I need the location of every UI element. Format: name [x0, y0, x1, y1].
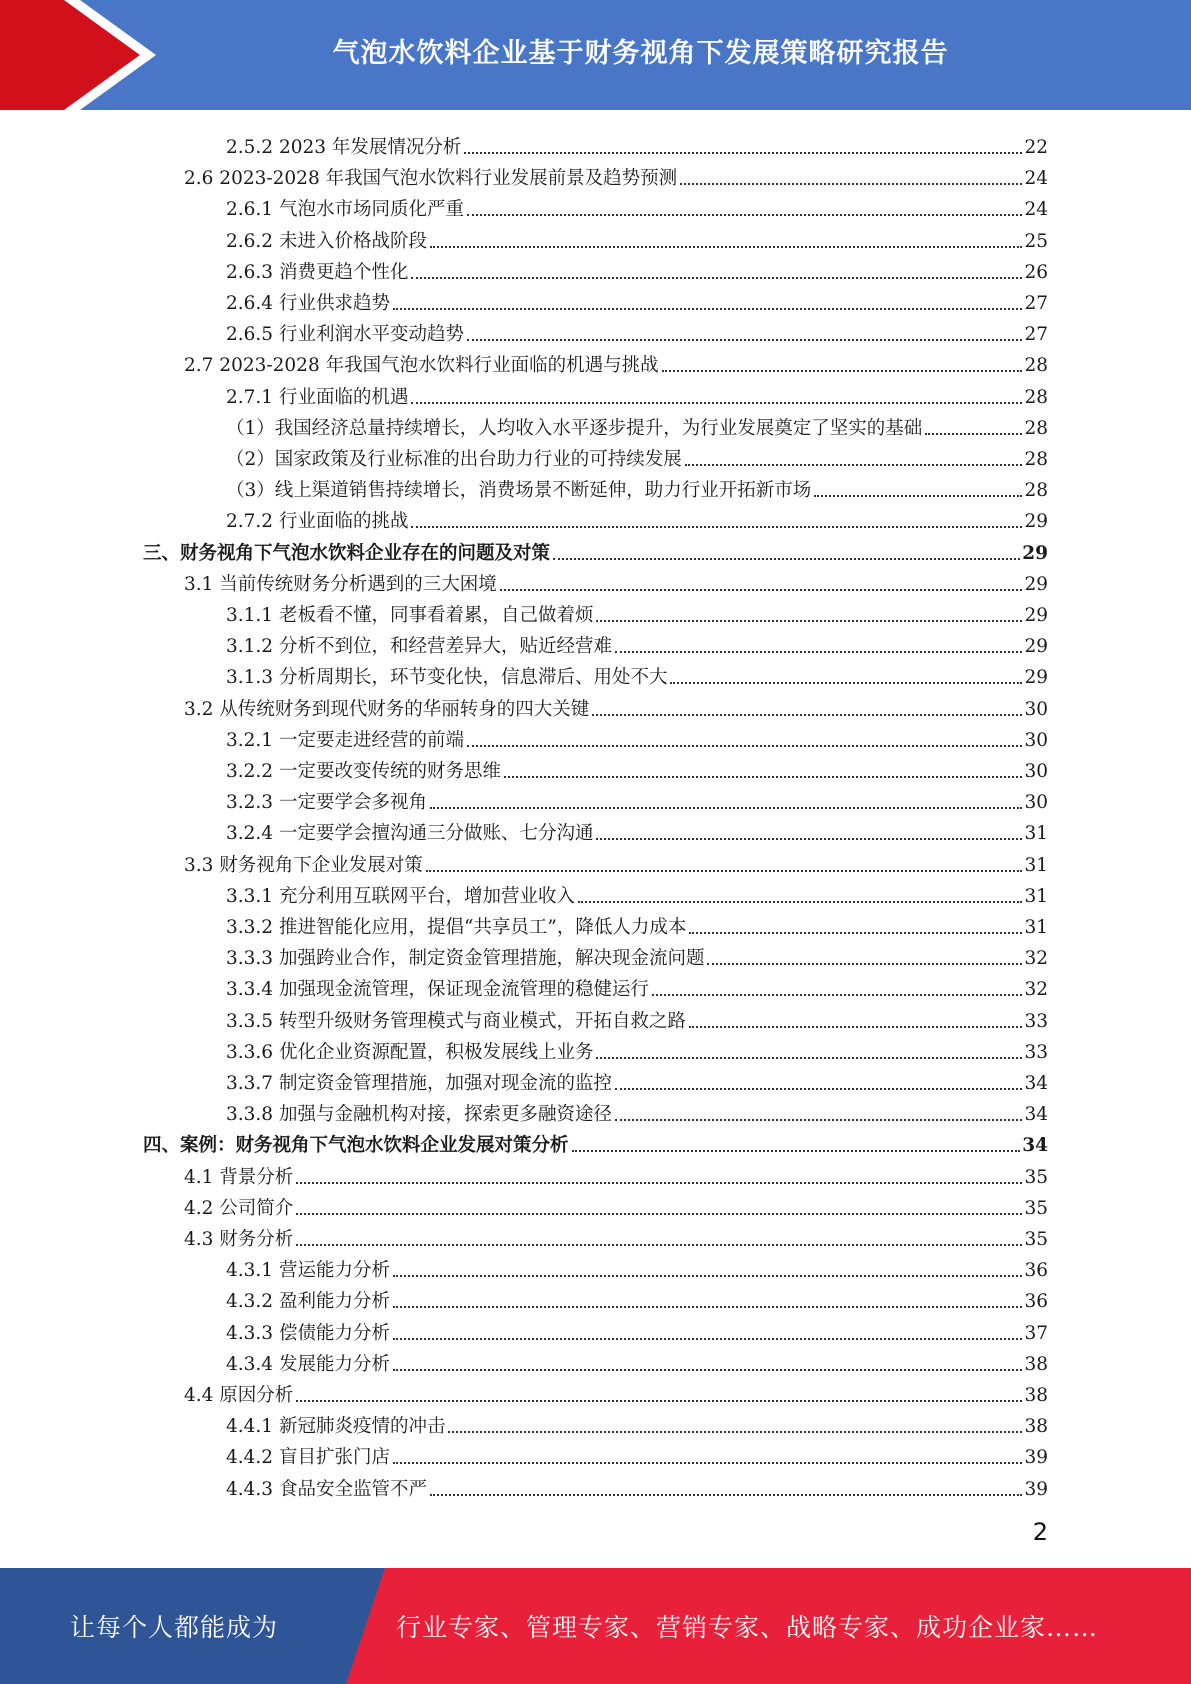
- toc-entry-page: 35: [1024, 1229, 1048, 1250]
- toc-entry[interactable]: [226, 1251, 1048, 1282]
- toc-entry[interactable]: [226, 1033, 1048, 1064]
- toc-entry[interactable]: [226, 596, 1048, 627]
- toc-entry-label: 四、案例：财务视角下气泡水饮料企业发展对策分析: [143, 1135, 569, 1157]
- toc-dot-leader: [393, 1369, 1022, 1371]
- toc-dot-leader: [296, 1182, 1022, 1184]
- toc-entry-page: 39: [1024, 1447, 1048, 1469]
- toc-dot-leader: [296, 1400, 1022, 1402]
- toc-entry-label: 3.1.1 老板看不懂，同事看着累，自己做着烦: [226, 605, 594, 626]
- toc-entry-page: 24: [1024, 168, 1048, 190]
- toc-entry-page: 24: [1024, 199, 1048, 221]
- toc-entry-page: 30: [1024, 761, 1048, 782]
- toc-entry[interactable]: [226, 1002, 1048, 1033]
- toc-dot-leader: [393, 1462, 1022, 1464]
- toc-entry[interactable]: [184, 1376, 1048, 1407]
- toc-entry-page: 38: [1024, 1353, 1048, 1375]
- toc-dot-leader: [393, 1275, 1022, 1277]
- toc-entry[interactable]: [226, 877, 1048, 908]
- toc-entry[interactable]: [226, 1064, 1048, 1095]
- toc-entry-page: 31: [1024, 885, 1048, 907]
- toc-dot-leader: [393, 308, 1022, 310]
- toc-dot-leader: [814, 495, 1022, 497]
- toc-entry[interactable]: [226, 814, 1048, 845]
- footer-slogan-right: 行业专家、管理专家、营销专家、战略专家、成功企业家……: [396, 1613, 1099, 1642]
- toc-entry-label: 4.4.3 食品安全监管不严: [226, 1478, 427, 1500]
- toc-entry-label: 4.4 原因分析: [184, 1385, 294, 1406]
- toc-entry-label: 3.2.1 一定要走进经营的前端: [226, 729, 464, 751]
- toc-entry[interactable]: [226, 939, 1048, 970]
- toc-entry-label: 4.1 背景分析: [184, 1166, 294, 1188]
- toc-entry-label: 3.1.2 分析不到位，和经营差异大，贴近经营难: [226, 636, 612, 658]
- toc-entry[interactable]: [226, 128, 1048, 159]
- toc-entry-page: 22: [1024, 137, 1048, 158]
- toc-entry[interactable]: [143, 534, 1048, 565]
- toc-entry-page: 31: [1024, 917, 1048, 938]
- toc-dot-leader: [572, 1150, 1021, 1152]
- toc-entry-page: 28: [1024, 386, 1048, 408]
- toc-dot-leader: [464, 152, 1022, 154]
- toc-dot-leader: [553, 558, 1020, 560]
- toc-dot-leader: [592, 714, 1022, 716]
- toc-entry-page: 29: [1024, 511, 1048, 533]
- toc-entry-label: 4.3.2 盈利能力分析: [226, 1291, 390, 1313]
- toc-dot-leader: [662, 370, 1023, 372]
- toc-entry[interactable]: [226, 222, 1048, 253]
- toc-entry-page: 28: [1024, 449, 1048, 470]
- toc-entry[interactable]: [184, 1220, 1048, 1251]
- toc-entry-label: 2.6 2023-2028 年我国气泡水饮料行业发展前景及趋势预测: [184, 168, 678, 190]
- toc-entry-label: 2.7.2 行业面临的挑战: [226, 511, 409, 533]
- toc-entry-label: 4.2 公司简介: [184, 1197, 294, 1219]
- toc-entry-page: 30: [1024, 792, 1048, 814]
- toc-entry-page: 29: [1024, 605, 1048, 626]
- toc-entry-page: 29: [1022, 542, 1048, 564]
- toc-dot-leader: [670, 682, 1022, 684]
- toc-entry[interactable]: [226, 1438, 1048, 1469]
- toc-entry-label: 3.3.7 制定资金管理措施，加强对现金流的监控: [226, 1073, 612, 1094]
- toc-dot-leader: [685, 464, 1023, 466]
- toc-entry[interactable]: [184, 346, 1048, 377]
- toc-entry[interactable]: [226, 440, 1048, 471]
- toc-entry-label: 2.6.1 气泡水市场同质化严重: [226, 199, 464, 221]
- toc-entry-page: 33: [1024, 1041, 1048, 1063]
- toc-entry[interactable]: [226, 253, 1048, 284]
- toc-entry-label: 3.1.3 分析周期长，环节变化快，信息滞后、用处不大: [226, 667, 668, 689]
- toc-entry[interactable]: [226, 1407, 1048, 1438]
- toc-entry-label: （2）国家政策及行业标准的出台助力行业的可持续发展: [226, 449, 682, 470]
- toc-entry-page: 34: [1024, 1073, 1048, 1094]
- toc-dot-leader: [925, 433, 1022, 435]
- toc-entry[interactable]: [226, 378, 1048, 409]
- toc-entry[interactable]: [184, 690, 1048, 721]
- toc-dot-leader: [578, 901, 1022, 903]
- toc-entry-page: 36: [1024, 1260, 1048, 1282]
- toc-entry-label: 2.5.2 2023 年发展情况分析: [226, 137, 462, 158]
- toc-entry[interactable]: [184, 565, 1048, 596]
- toc-dot-leader: [411, 402, 1022, 404]
- toc-entry[interactable]: [226, 1282, 1048, 1313]
- toc-entry-page: 27: [1024, 293, 1048, 314]
- toc-entry-page: 29: [1024, 667, 1048, 689]
- toc-entry-label: 4.4.2 盲目扩张门店: [226, 1447, 390, 1469]
- toc-entry-page: 28: [1024, 417, 1048, 439]
- toc-dot-leader: [500, 589, 1023, 591]
- footer-slogan-left: 让每个人都能成为: [69, 1613, 278, 1642]
- toc-entry-label: （1）我国经济总量持续增长，人均收入水平逐步提升，为行业发展奠定了坚实的基础: [226, 417, 923, 439]
- toc-dot-leader: [430, 246, 1022, 248]
- toc-entry-page: 31: [1024, 854, 1048, 876]
- toc-entry[interactable]: [226, 783, 1048, 814]
- toc-entry-label: 3.3.1 充分利用互联网平台，增加营业收入: [226, 885, 575, 907]
- toc-entry-label: 3.3 财务视角下企业发展对策: [184, 854, 423, 876]
- toc-entry-label: 3.2.4 一定要学会擅沟通三分做账、七分沟通: [226, 823, 594, 845]
- toc-entry-label: 4.3 财务分析: [184, 1229, 294, 1250]
- toc-entry-label: 4.4.1 新冠肺炎疫情的冲击: [226, 1416, 446, 1438]
- toc-entry-label: 4.3.1 营运能力分析: [226, 1260, 390, 1282]
- toc-dot-leader: [596, 1057, 1022, 1059]
- toc-entry-page: 35: [1024, 1166, 1048, 1188]
- toc-dot-leader: [467, 214, 1022, 216]
- toc-entry[interactable]: [184, 159, 1048, 190]
- toc-dot-leader: [393, 1306, 1022, 1308]
- toc-entry-label: 3.2 从传统财务到现代财务的华丽转身的四大关键: [184, 698, 590, 720]
- toc-dot-leader: [615, 1119, 1022, 1121]
- toc-entry[interactable]: [226, 190, 1048, 221]
- toc-dot-leader: [615, 651, 1022, 653]
- toc-entry-page: 34: [1024, 1104, 1048, 1126]
- toc-entry[interactable]: [184, 846, 1048, 877]
- toc-entry[interactable]: [184, 1158, 1048, 1189]
- toc-entry-page: 39: [1024, 1478, 1048, 1500]
- toc-dot-leader: [615, 1088, 1022, 1090]
- toc-entry-page: 25: [1024, 230, 1048, 252]
- toc-entry-label: 3.2.2 一定要改变传统的财务思维: [226, 761, 501, 782]
- toc-dot-leader: [296, 1213, 1022, 1215]
- toc-entry-label: 4.3.3 偿债能力分析: [226, 1322, 390, 1344]
- toc-dot-leader: [680, 183, 1022, 185]
- toc-entry-page: 38: [1024, 1416, 1048, 1438]
- toc-entry-page: 30: [1024, 729, 1048, 751]
- toc-dot-leader: [393, 1338, 1022, 1340]
- toc-entry-label: 3.1 当前传统财务分析遇到的三大困境: [184, 573, 497, 595]
- toc-entry-page: 37: [1024, 1322, 1048, 1344]
- toc-entry-label: 3.3.2 推进智能化应用，提倡“共享员工”，降低人力成本: [226, 917, 687, 938]
- toc-entry-page: 26: [1024, 261, 1048, 283]
- toc-entry[interactable]: [226, 1095, 1048, 1126]
- toc-entry-page: 36: [1024, 1291, 1048, 1313]
- toc-entry[interactable]: [226, 471, 1048, 502]
- toc-entry-page: 31: [1024, 823, 1048, 845]
- toc-dot-leader: [652, 994, 1022, 996]
- toc-dot-leader: [707, 963, 1022, 965]
- toc-entry-page: 29: [1024, 636, 1048, 658]
- toc-entry[interactable]: [226, 1314, 1048, 1345]
- toc-entry-page: 38: [1024, 1385, 1048, 1406]
- toc-dot-leader: [596, 620, 1022, 622]
- toc-dot-leader: [467, 339, 1022, 341]
- toc-entry-label: 3.3.6 优化企业资源配置，积极发展线上业务: [226, 1041, 594, 1063]
- toc-entry-label: 2.7 2023-2028 年我国气泡水饮料行业面临的机遇与挑战: [184, 355, 659, 377]
- toc-entry[interactable]: [226, 752, 1048, 783]
- toc-entry-label: 2.7.1 行业面临的机遇: [226, 386, 409, 408]
- toc-dot-leader: [411, 277, 1022, 279]
- toc-entry[interactable]: [226, 1470, 1048, 1501]
- toc-entry-page: 27: [1024, 324, 1048, 346]
- toc-entry[interactable]: [226, 970, 1048, 1001]
- toc-entry-page: 30: [1024, 698, 1048, 720]
- toc-dot-leader: [430, 807, 1022, 809]
- toc-entry-label: 4.3.4 发展能力分析: [226, 1353, 390, 1375]
- toc-entry-page: 32: [1024, 948, 1048, 970]
- toc-entry-label: 2.6.4 行业供求趋势: [226, 293, 390, 314]
- toc-entry-label: 2.6.5 行业利润水平变动趋势: [226, 324, 464, 346]
- page-number: 2: [1032, 1518, 1048, 1546]
- toc-entry-label: 2.6.2 未进入价格战阶段: [226, 230, 427, 252]
- toc-entry-page: 35: [1024, 1197, 1048, 1219]
- toc-entry[interactable]: [226, 409, 1048, 440]
- toc-dot-leader: [426, 870, 1023, 872]
- toc-entry-page: 34: [1022, 1135, 1048, 1157]
- toc-entry-label: 三、财务视角下气泡水饮料企业存在的问题及对策: [143, 542, 551, 564]
- toc-dot-leader: [448, 1431, 1022, 1433]
- report-title: 气泡水饮料企业基于财务视角下发展策略研究报告: [332, 37, 949, 69]
- toc-entry-label: 3.2.3 一定要学会多视角: [226, 792, 427, 814]
- toc-entry[interactable]: [226, 908, 1048, 939]
- toc-entry-page: 32: [1024, 979, 1048, 1001]
- header-band: [0, 0, 1191, 110]
- toc-entry[interactable]: [143, 1126, 1048, 1157]
- toc-entry-label: （3）线上渠道销售持续增长，消费场景不断延伸，助力行业开拓新市场: [226, 480, 812, 502]
- toc-entry-page: 28: [1024, 480, 1048, 502]
- toc-dot-leader: [689, 932, 1022, 934]
- toc-entry-label: 2.6.3 消费更趋个性化: [226, 261, 409, 283]
- toc-entry-label: 3.3.4 加强现金流管理，保证现金流管理的稳健运行: [226, 979, 649, 1001]
- toc-entry[interactable]: [226, 1345, 1048, 1376]
- toc-entry[interactable]: [226, 627, 1048, 658]
- toc-dot-leader: [430, 1494, 1022, 1496]
- toc-dot-leader: [467, 745, 1022, 747]
- footer-band: [0, 1568, 1191, 1684]
- toc-entry-page: 33: [1024, 1010, 1048, 1032]
- toc-dot-leader: [411, 526, 1022, 528]
- toc-dot-leader: [504, 776, 1022, 778]
- toc-entry-label: 3.3.3 加强跨业合作，制定资金管理措施，解决现金流问题: [226, 948, 705, 970]
- toc-entry[interactable]: [226, 502, 1048, 533]
- toc-entry-page: 28: [1024, 355, 1048, 377]
- toc-dot-leader: [689, 1026, 1022, 1028]
- toc-dot-leader: [596, 838, 1022, 840]
- toc-entry[interactable]: [226, 721, 1048, 752]
- toc-entry-page: 29: [1024, 573, 1048, 595]
- chevron-arrow-icon: [0, 0, 160, 110]
- toc-entry[interactable]: [226, 315, 1048, 346]
- toc-entry-label: 3.3.8 加强与金融机构对接，探索更多融资途径: [226, 1104, 612, 1126]
- toc-entry[interactable]: [226, 658, 1048, 689]
- toc-dot-leader: [296, 1244, 1022, 1246]
- toc-entry[interactable]: [184, 1189, 1048, 1220]
- toc-entry-label: 3.3.5 转型升级财务管理模式与商业模式，开拓自救之路: [226, 1010, 686, 1032]
- toc-entry[interactable]: [226, 284, 1048, 315]
